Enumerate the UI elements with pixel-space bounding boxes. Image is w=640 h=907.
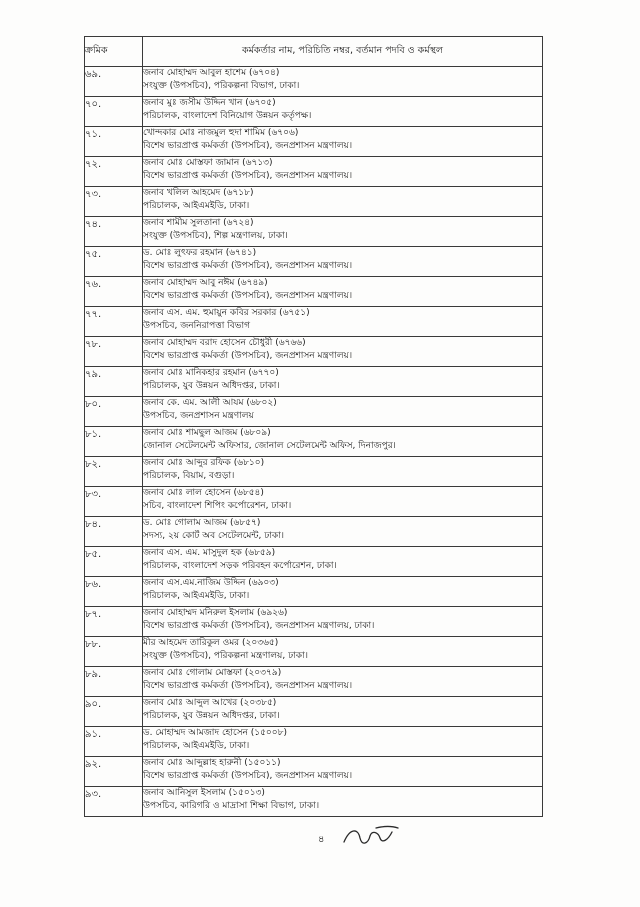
- officer-name: জনাব মোহাম্মদ আবু নঈম (৬৭৪৯): [143, 278, 268, 288]
- table-row: [85, 547, 543, 577]
- table-row: [85, 217, 543, 247]
- table-row: [85, 487, 543, 517]
- officer-name: জনাব মোঃ আব্দুর রফিক (৬৮১০): [143, 458, 265, 468]
- table-row: [85, 697, 543, 727]
- table-row: [85, 637, 543, 667]
- details-column-header: কর্মকর্তার নাম, পরিচিতি নম্বর, বর্তমান পদবি ও কর্মস্থল: [143, 37, 543, 67]
- row-serial: ৮৯.: [85, 667, 143, 697]
- row-details: [143, 217, 543, 247]
- row-details: [143, 397, 543, 427]
- officer-name: জনাব কে. এম. আলী আযম (৬৮০২): [143, 398, 277, 408]
- row-details: [143, 757, 543, 787]
- row-serial: ৭২.: [85, 157, 143, 187]
- officer-post: উপসচিব, জনপ্রশাসন মন্ত্রণালয়: [143, 411, 254, 421]
- table-row: [85, 517, 543, 547]
- serial-column-header: ক্রমিক: [85, 37, 143, 67]
- officer-name: জনাব মোঃ গোলাম মোস্তফা (২০৩৭৯): [143, 668, 282, 678]
- row-serial: ৮৩.: [85, 487, 143, 517]
- table-header-row: [85, 37, 543, 67]
- table-row: [85, 577, 543, 607]
- officer-name: জনাব মোহাম্মদ বরাদ হোসেন চৌধুরী (৬৭৬৬): [143, 338, 306, 348]
- table-row: [85, 397, 543, 427]
- row-details: [143, 577, 543, 607]
- row-serial: ৮৪.: [85, 517, 143, 547]
- row-serial: ৬৯.: [85, 67, 143, 97]
- row-details: [143, 67, 543, 97]
- row-serial: ৮৬.: [85, 577, 143, 607]
- table-row: [85, 727, 543, 757]
- table-row: [85, 127, 543, 157]
- officers-table: [84, 36, 543, 817]
- row-details: [143, 337, 543, 367]
- row-serial: ৭৪.: [85, 217, 143, 247]
- officer-post: পরিচালক, বাংলাদেশ বিনিয়োগ উন্নয়ন কর্তৃপক্ষ।: [143, 111, 312, 121]
- officer-name: জনাব মোহাম্মদ মনিরুল ইসলাম (৬৯২৬): [143, 608, 288, 618]
- row-serial: ৯৩.: [85, 787, 143, 817]
- table-row: [85, 157, 543, 187]
- row-details: [143, 157, 543, 187]
- row-details: [143, 517, 543, 547]
- row-serial: ৭১.: [85, 127, 143, 157]
- table-body: [85, 67, 543, 817]
- row-serial: ৭৫.: [85, 247, 143, 277]
- officer-post: বিশেষ ভারপ্রাপ্ত কর্মকর্তা (উপসচিব), জনপ্রশাসন মন্ত্রণালয়।: [143, 771, 353, 781]
- row-details: [143, 367, 543, 397]
- officer-name: ড. মোঃ লুৎফর রহমান (৬৭৪১): [143, 248, 257, 258]
- officer-name: জনাব এস. এম. হুমায়ুন কবির সরকার (৬৭৫১): [143, 308, 310, 318]
- officer-name: জনাব এস.এম.নাজিম উদ্দিন (৬৯০৩): [143, 578, 279, 588]
- officer-post: পরিচালক, আইএমইডি, ঢাকা।: [143, 591, 250, 601]
- row-details: [143, 277, 543, 307]
- officer-name: জনাব খলিল আহমেদ (৬৭১৮): [143, 188, 254, 198]
- row-details: [143, 127, 543, 157]
- row-details: [143, 487, 543, 517]
- row-details: [143, 247, 543, 277]
- row-serial: ৯০.: [85, 697, 143, 727]
- officer-post: পরিচালক, যুব উন্নয়ন অধিদপ্তর, ঢাকা।: [143, 381, 280, 391]
- officer-post: বিশেষ ভারপ্রাপ্ত কর্মকর্তা (উপসচিব), জনপ্রশাসন মন্ত্রণালয়।: [143, 681, 353, 691]
- table-row: [85, 667, 543, 697]
- row-serial: ৮১.: [85, 427, 143, 457]
- officer-post: বিশেষ ভারপ্রাপ্ত কর্মকর্তা (উপসচিব), জনপ্রশাসন মন্ত্রণালয়।: [143, 261, 353, 271]
- row-serial: ৮৭.: [85, 607, 143, 637]
- table-row: [85, 757, 543, 787]
- officer-post: বিশেষ ভারপ্রাপ্ত কর্মকর্তা (উপসচিব), জনপ্রশাসন মন্ত্রণালয়।: [143, 171, 353, 181]
- table-row: [85, 337, 543, 367]
- row-serial: ৭৩.: [85, 187, 143, 217]
- officer-post: উপসচিব, জননিরাপত্তা বিভাগ: [143, 321, 250, 331]
- row-details: [143, 97, 543, 127]
- row-details: [143, 667, 543, 697]
- table-row: [85, 277, 543, 307]
- signature-mark: [340, 822, 400, 852]
- officer-name: জনাব মুঃ জসীম উদ্দিন খান (৬৭০৫): [143, 98, 276, 108]
- table-row: [85, 307, 543, 337]
- row-serial: ৮০.: [85, 397, 143, 427]
- row-serial: ৮৫.: [85, 547, 143, 577]
- row-serial: ৮২.: [85, 457, 143, 487]
- row-serial: ৭৬.: [85, 277, 143, 307]
- row-details: [143, 787, 543, 817]
- row-details: [143, 727, 543, 757]
- officer-name: ড. মোহাম্মদ আমজাদ হোসেন (১৫০০৮): [143, 728, 287, 738]
- row-details: [143, 547, 543, 577]
- officer-post: সংযুক্ত (উপসচিব), শিল্প মন্ত্রণালয়, ঢাকা।: [143, 231, 288, 241]
- officer-name: জনাব মোহাম্মদ আবুল হাশেম (৬৭০৪): [143, 68, 280, 78]
- table-row: [85, 607, 543, 637]
- officer-name: মীর আহমেদ তারিকুল ওমর (২০৩৬৫): [143, 638, 279, 648]
- officer-post: সদস্য, ২য় কোর্ট অব সেটেলমেন্ট, ঢাকা।: [143, 531, 285, 541]
- table-row: [85, 187, 543, 217]
- officer-post: সংযুক্ত (উপসচিব), পরিকল্পনা মন্ত্রণালয়, ঢাকা।: [143, 651, 308, 661]
- table-row: [85, 367, 543, 397]
- officer-post: পরিচালক, আইএমইডি, ঢাকা।: [143, 741, 250, 751]
- row-serial: ৮৮.: [85, 637, 143, 667]
- officer-post: বিশেষ ভারপ্রাপ্ত কর্মকর্তা (উপসচিব), জনপ্রশাসন মন্ত্রণালয়।: [143, 291, 353, 301]
- officer-post: পরিচালক, যুব উন্নয়ন অধিদপ্তর, ঢাকা।: [143, 711, 280, 721]
- officer-name: ড. মোঃ গোলাম আজম (৬৮৫৭): [143, 518, 261, 528]
- table-row: [85, 247, 543, 277]
- officer-name: জনাব মোঃ মোস্তফা জামান (৬৭১৩): [143, 158, 273, 168]
- row-serial: ৭৯.: [85, 367, 143, 397]
- table-row: [85, 787, 543, 817]
- row-serial: ৯১.: [85, 727, 143, 757]
- table-row: [85, 67, 543, 97]
- row-serial: ৯২.: [85, 757, 143, 787]
- row-details: [143, 307, 543, 337]
- officer-post: সচিব, বাংলাদেশ শিপিং কর্পোরেশন, ঢাকা।: [143, 501, 292, 511]
- officer-name: জনাব শামীম সুলতানা (৬৭২৪): [143, 218, 254, 228]
- officer-name: জনাব মোঃ আব্দুল্লাহ হারুনী (১৫০১১): [143, 758, 281, 768]
- officer-post: বিশেষ ভারপ্রাপ্ত কর্মকর্তা (উপসচিব), জনপ্রশাসন মন্ত্রণালয়।: [143, 351, 353, 361]
- officer-post: উপসচিব, কারিগরি ও মাদ্রাসা শিক্ষা বিভাগ, ঢাকা।: [143, 801, 320, 811]
- officer-name: জনাব মোঃ লাল হোসেন (৬৮৫৪): [143, 488, 264, 498]
- officer-post: পরিচালক, আইএমইডি, ঢাকা।: [143, 201, 250, 211]
- row-details: [143, 187, 543, 217]
- officer-name: জনাব আনিসুল ইসলাম (১৫০১৩): [143, 788, 265, 798]
- row-details: [143, 637, 543, 667]
- row-details: [143, 697, 543, 727]
- officer-post: বিশেষ ভারপ্রাপ্ত কর্মকর্তা (উপসচিব), জনপ্রশাসন মন্ত্রণালয়, ঢাকা।: [143, 621, 375, 631]
- row-serial: ৭০.: [85, 97, 143, 127]
- officer-name: জনাব মোঃ শামছুল আজম (৬৮০৯): [143, 428, 271, 438]
- table-row: [85, 427, 543, 457]
- officer-post: জোনাল সেটেলমেন্ট অফিসার, জোনাল সেটেলমেন্ট অফিস, দিনাজপুর।: [143, 441, 396, 451]
- row-details: [143, 457, 543, 487]
- officer-post: পরিচালক, বিয়াম, বগুড়া।: [143, 471, 235, 481]
- row-serial: ৭৮.: [85, 337, 143, 367]
- page-number: ৪: [318, 834, 325, 845]
- officer-post: পরিচালক, বাংলাদেশ সড়ক পরিবহন কর্পোরেশন, ঢাকা।: [143, 561, 337, 571]
- officer-name: জনাব এস. এম. মাসুদুল হক (৬৮৫৯): [143, 548, 276, 558]
- officer-name: জনাব মোঃ মানিকহার রহমান (৬৭৭০): [143, 368, 279, 378]
- table-row: [85, 457, 543, 487]
- officer-name: জনাব মোঃ আব্দুল আখের (২০৩৮৫): [143, 698, 277, 708]
- table-row: [85, 97, 543, 127]
- row-details: [143, 427, 543, 457]
- officer-post: বিশেষ ভারপ্রাপ্ত কর্মকর্তা (উপসচিব), জনপ্রশাসন মন্ত্রণালয়।: [143, 141, 353, 151]
- row-serial: ৭৭.: [85, 307, 143, 337]
- row-details: [143, 607, 543, 637]
- officer-name: খোন্দকার মোঃ নাজমুল হুদা শামিম (৬৭০৬): [143, 128, 299, 138]
- officer-post: সংযুক্ত (উপসচিব), পরিকল্পনা বিভাগ, ঢাকা।: [143, 81, 300, 91]
